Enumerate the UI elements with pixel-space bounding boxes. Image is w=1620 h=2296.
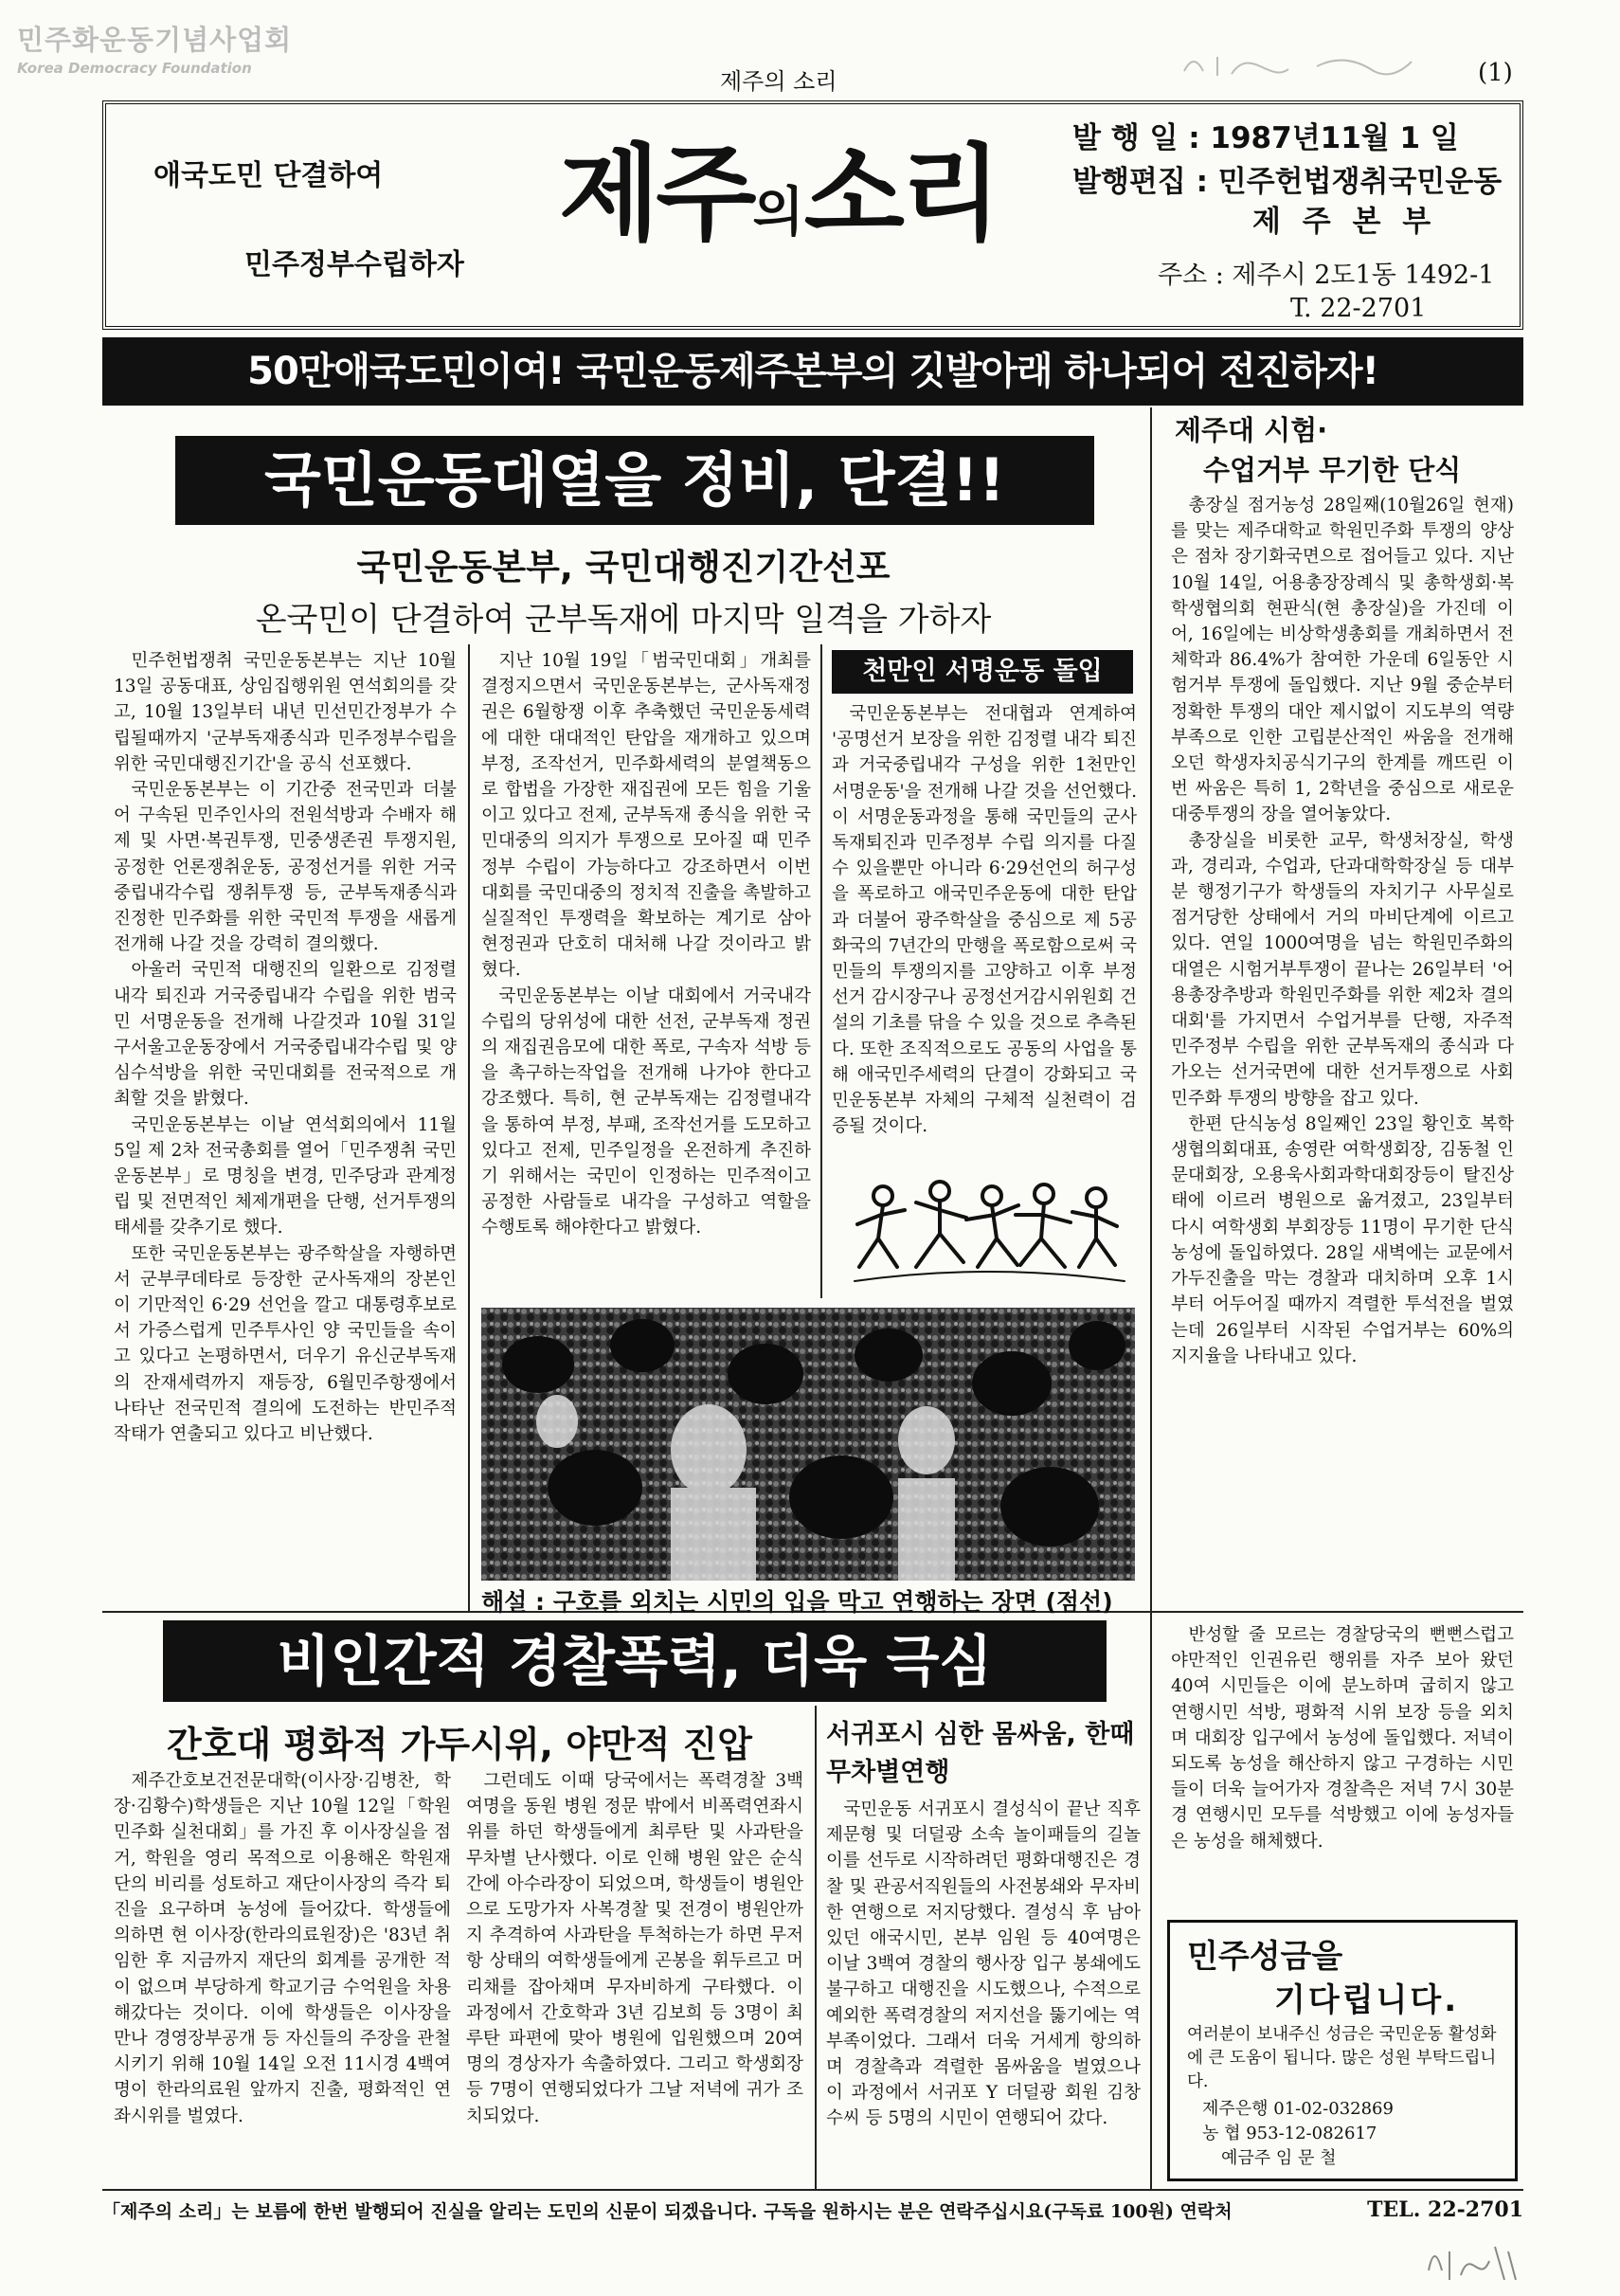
main-subhead-1: 국민운동본부, 국민대행진기간선포 xyxy=(356,547,891,588)
handwritten-mark xyxy=(1421,2233,1525,2289)
watermark-korean: 민주화운동기념사업회 xyxy=(17,24,293,56)
seogwipo-headline-1: 서귀포시 심한 몸싸움, 한때 xyxy=(826,1720,1135,1749)
main-article-col-1 xyxy=(114,648,457,1605)
footer-text: 「제주의 소리」는 보름에 한번 발행되어 진실을 알리는 도민의 신문이 되겠읍니다. 구독을 원하시는 분은 연락주십시요(구독료 100원) 연락처 xyxy=(102,2201,1233,2222)
seogwipo-article-body xyxy=(826,1797,1141,2185)
column-rule xyxy=(820,644,822,1298)
main-headline: 국민운동대열을 정비, 단결!! xyxy=(175,436,1094,525)
protest-photo xyxy=(481,1308,1135,1581)
paragraph: 국민운동본부는 이 기간중 전국민과 더불어 구속된 민주인사의 전원석방과 수배자 해제 및 사면·복권투쟁, 민중생존권 투쟁지원, 공정한 언론쟁취운동, 공정선거를 위한 거국중립내각수립 쟁취투쟁 등, 군부독재종식과 진정한 민주화를 위한 국민적 투쟁을 새롭게 전개해 나갈 것을 강력히 결의했다. xyxy=(114,780,457,955)
paragraph: 총장실을 비롯한 교무, 학생처장실, 학생과, 경리과, 수업과, 단과대학학장실 등 대부분 행정기구가 학생들의 자치기구 사무실로 점거당한 상태에서 거의 마비단계에 이르고있다. 연일 1000여명을 넘는 학원민주화의 대열은 시험거부투쟁이 끝나는 26일부터 '어용총장추방과 학원민주화를 위한 제2차 결의대회'를 가지면서 수업거부를 단행, 자주적 민주정부 수립을 위한 군부독재의 종식과 다가오는 선거국면에 대한 선거투쟁으로 사회민주화 투쟁의 방향을 잡고 있다. xyxy=(1171,830,1514,1109)
handwritten-scribble xyxy=(1175,47,1459,85)
issue-date-label: 발 행 일 : xyxy=(1072,121,1200,155)
footer-notice xyxy=(102,2197,1523,2223)
side-headline-2: 수업거부 무기한 단식 xyxy=(1203,454,1462,486)
page-number: (1) xyxy=(1478,59,1513,87)
donation-box xyxy=(1167,1920,1518,2181)
paragraph: 총장실 점거농성 28일째(10월26일 현재)를 맞는 제주대학교 학원민주화 투쟁의 양상은 점차 장기화국면으로 접어들고 있다. 지난 10월 14일, 어용총장장례식 및 총학생회·복학생협의회 현판식(현 총장실)을 가진데 이어, 16일에는 비상학생총회를 개최하면서 전체학과 86.4%가 참여한 가운데 6일동안 시험거부 투쟁에 돌입했다. 지난 9월 중순부터 정확한 투쟁의 대안 제시없이 지도부의 역량부족으로 인한 고립분산적인 싸움을 전개해오던 학생자치공식기구의 한계를 깨뜨린 이번 싸움은 특히 1, 2학년을 중심으로 새로운 대중투쟁의 장을 열어놓았다. xyxy=(1171,496,1514,825)
publisher-branch: 제 주 본 부 xyxy=(1252,205,1437,239)
runners-illustration xyxy=(845,1167,1129,1291)
donation-holder: 예금주 임 문 철 xyxy=(1221,2148,1337,2168)
publisher-name: 민주헌법쟁취국민운동 xyxy=(1217,165,1503,199)
paragraph: 국민운동 서귀포시 결성식이 끝난 직후 제문형 및 더덜광 소속 놀이패들의 길놀이를 선두로 시작하려던 평화대행진은 경찰 및 관공서직원들의 사전봉쇄와 무자비한 연행으로 저지당했다. 결성식 후 남아있던 애국시민, 본부 임원 등 40여명은 이날 3백여 경찰의 행사장 입구 봉쇄에도 불구하고 대행진을 시도했으나, 수적으로 예외한 폭력경찰의 저지선을 뚫기에는 역부족이었다. 그래서 더욱 거세게 항의하며 경찰측과 격렬한 몸싸움을 벌였으나 이 과정에서 서귀포 Y 더덜광 회원 김창수씨 등 5명의 시민이 연행되어 갔다. xyxy=(826,1799,1141,2129)
paragraph: 한편 단식농성 8일째인 23일 황인호 복학생협의회대표, 송영란 여학생회장, 김동철 인문대회장, 오용욱사회과학대회장등이 탈진상태에 이르러 병원으로 옮겨졌고, 23일부터 다시 여학생회 부회장등 11명이 무기한 단식농성에 돌입하였다. 28일 새벽에는 교문에서 가두진출을 막는 경찰과 대치하며 오후 1시부터 어두어질 때까지 격렬한 투석전을 벌였는데 26일부터 시작된 수업거부는 60%의 지지율을 나타내고 있다. xyxy=(1171,1113,1514,1366)
paragraph: 아울러 국민적 대행진의 일환으로 김정렬내각 퇴진과 거국중립내각 수립을 위한 범국민 서명운동을 전개해 나갈것과 10월 31일 구서울고운동장에서 거국중립내각수립 및 양심수석방을 위한 국민대회를 전국적으로 개최할 것을 밝혔다. xyxy=(114,960,457,1110)
archive-watermark xyxy=(17,19,292,77)
paragraph: 그런데도 이때 당국에서는 폭력경찰 3백여명을 동원 병원 정문 밖에서 비폭력연좌시위를 하던 학생들에게 최루탄 및 사과탄을 무차별 난사했다. 이로 인해 병원 앞은 순식간에 아수라장이 되었으며, 학생들이 병원안으로 도망가자 사복경찰 및 전경이 병원안까지 추격하여 사과탄을 투척하는가 하면 무저항 상태의 여학생들에게 곤봉을 휘두르고 머리채를 잡아채며 무자비하게 구타했다. 이 과정에서 간호학과 3년 김보희 등 3명이 최루탄 파편에 맞아 병원에 입원했으며 20여명의 경상자가 속출하였다. 그리고 학생회장 등 7명이 연행되었다가 그날 저녁에 귀가 조치되었다. xyxy=(466,1771,803,2126)
photo-caption: 해설 : 구호를 외치는 시민의 입을 막고 연행하는 장면 (점선) xyxy=(481,1588,1113,1616)
seogwipo-headline-2: 무차별연행 xyxy=(826,1758,950,1787)
police-article-col-2 xyxy=(466,1768,803,2185)
logo-part-3: 소리 xyxy=(803,134,999,255)
main-article-col-2 xyxy=(481,648,811,1302)
masthead-slogan-1: 애국도민 단결하여 xyxy=(153,159,384,192)
publisher-label: 발행편집 : xyxy=(1072,165,1208,199)
logo-part-2: 의 xyxy=(752,182,804,244)
column-rule xyxy=(468,644,470,1611)
footer-phone: TEL. 22-2701 xyxy=(1367,2197,1523,2222)
issue-date-value: 1987년11월 1 일 xyxy=(1210,121,1459,155)
column-rule xyxy=(1150,1611,1152,2189)
publisher-phone: T. 22-2701 xyxy=(1290,294,1427,323)
donation-title-1: 민주성금을 xyxy=(1187,1938,1343,1976)
publisher-address: 주소 : 제주시 2도1동 1492-1 xyxy=(1158,261,1495,290)
paragraph: 국민운동본부는 전대협과 연계하여 '공명선거 보장을 위한 김정렬 내각 퇴진과 거국중립내각 구성을 위한 1천만인 서명운동'을 전개해 나갈 것을 선언했다. 이 서명운동과정을 통해 국민들의 군사독재퇴진과 민주정부 수립 의지를 다질수 있을뿐만 아니라 6·29선언의 허구성을 폭로하고 애국민주운동에 대한 탄압과 더불어 광주학살을 중심으로 제 5공화국의 7년간의 만행을 폭로함으로써 국민들의 투쟁의지를 고양하고 이후 부정선거 감시장구나 공정선거감시위원회 건설의 기초를 닦을 수 있을 것으로 추측된다. 또한 조직적으로도 공동의 사업을 통해 애국민주세력의 단결이 강화되고 국민운동본부 자체의 구체적 실천력이 검증될 것이다. xyxy=(832,704,1137,1137)
publisher xyxy=(1072,157,1502,200)
issue-date xyxy=(1072,114,1459,156)
watermark-english: Korea Democracy Foundation xyxy=(17,60,252,77)
side-article-body xyxy=(1171,493,1514,1611)
donation-bank-2: 농 협 953-12-082617 xyxy=(1202,2124,1377,2143)
side-headline-1: 제주대 시험· xyxy=(1175,414,1328,446)
police-headline: 비인간적 경찰폭력, 더욱 극심 xyxy=(163,1620,1107,1702)
main-article-col-3 xyxy=(832,701,1137,1147)
paragraph: 국민운동본부는 이날 대회에서 거국내각수립의 당위성에 대한 선전, 군부독재 정권의 재집권음모에 대한 폭로, 구속자 석방 등을 촉구하는작업을 전개해 나가야 한다고 강조했다. 특히, 현 군부독재는 김정렬내각을 통하여 부정, 부패, 조작선거를 도모하고 있다고 전제, 민주일정을 온전하게 추진하기 위해서는 국민이 인정하는 민주적이고 공정한 사람들로 내각을 구성하고 역할을 수행토록 해야한다고 밝혔다. xyxy=(481,985,811,1238)
donation-text: 여러분이 보내주신 성금은 국민운동 활성화에 큰 도움이 됩니다. 많은 성원 부탁드립니다. xyxy=(1187,2025,1497,2091)
masthead-slogan-2: 민주정부수립하자 xyxy=(244,248,464,281)
donation-bank-1: 제주은행 01-02-032869 xyxy=(1202,2099,1394,2119)
column-rule xyxy=(815,1706,817,2189)
newspaper-logo xyxy=(559,134,999,255)
donation-title-2: 기다립니다. xyxy=(1274,1981,1460,2019)
police-article-col-4 xyxy=(1171,1622,1514,1907)
paragraph: 반성할 줄 모르는 경찰당국의 뻔뻔스럽고 야만적인 인권유린 행위를 자주 보아 왔던 40여 시민들은 이에 분노하며 굽히지 않고 연행시민 석방, 평화적 시위 보장 등을 외치며 대회장 입구에서 농성에 돌입했다. 저녁이 되도록 농성을 해산하지 않고 구경하는 시민들이 더욱 늘어가자 경찰측은 저녁 7시 30분경 연행시민 모두를 석방했고 이에 농성자들은 농성을 해체했다. xyxy=(1171,1625,1514,1852)
main-subhead-2: 온국민이 단결하여 군부독재에 마지막 일격을 가하자 xyxy=(255,601,992,639)
police-article-col-1 xyxy=(114,1768,451,2185)
signature-campaign-heading: 천만인 서명운동 돌입 xyxy=(832,650,1133,694)
footer-rule xyxy=(102,2189,1523,2191)
paragraph: 지난 10월 19일「범국민대회」개최를 결정지으면서 국민운동본부는, 군사독재정권은 6월항쟁 이후 추축했던 국민운동세력에 대한 대대적인 탄압을 재개하고 있으며 부정, 조작선거, 민주화세력의 분열책동으로 합법을 가장한 재집권에 모든 힘을 기울이고 있다고 전제, 군부독재 종식을 위한 국민대중의 의지가 투쟁으로 모아질 때 민주정부 수립이 가능하다고 강조하면서 이번 대회를 국민대중의 정치적 진출을 촉발하고 실질적인 투쟁력을 확보하는 계기로 삼아 현정권과 단호히 대처해 나갈 것이라고 밝혔다. xyxy=(481,651,811,981)
paragraph: 제주간호보건전문대학(이사장·김병찬, 학장·김황수)학생들은 지난 10월 12일「학원민주화 실천대회」를 가진 후 이사장실을 점거, 학원을 영리 목적으로 이용해온 학원재단의 비리를 성토하고 재단이사장의 즉각 퇴진을 요구하며 농성에 들어갔다. 학생들에 의하면 현 이사장(한라의료원장)은 '83년 취임한 후 지금까지 재단의 회계를 공개한 적이 없으며 부당하게 학교기금 수억원을 차용해갔다는 것이다. 이에 학생들은 이사장을 만나 경영장부공개 등 자신들의 주장을 관철시키기 위해 10월 14일 오전 11시경 4백여명이 한라의료원 앞까지 진출, 평화적인 연좌시위를 벌였다. xyxy=(114,1771,451,2126)
front-banner: 50만애국도민이여! 국민운동제주본부의 깃발아래 하나되어 전진하자! xyxy=(102,337,1523,406)
paragraph: 국민운동본부는 이날 연석회의에서 11월 5일 제 2차 전국총회를 열어「민주쟁취 국민운동본부」로 명칭을 변경, 민주당과 관계정립 및 전면적인 체제개편을 단행, 선거투쟁의 태세를 갖추기로 했다. xyxy=(114,1114,457,1238)
running-head: 제주의 소리 xyxy=(720,68,837,95)
police-subhead: 간호대 평화적 가두시위, 야만적 진압 xyxy=(167,1724,752,1765)
column-rule xyxy=(1150,407,1152,1616)
paragraph: 민주헌법쟁취 국민운동본부는 지난 10월 13일 공동대표, 상임집행위원 연석회의를 갖고, 10월 13일부터 내년 민선민간정부가 수립될때까지 '군부독재종식과 민주정부수립을 위한 국민대행진기간'을 공식 선포했다. xyxy=(114,651,457,774)
paragraph: 또한 국민운동본부는 광주학살을 자행하면서 군부쿠데타로 등장한 군사독재의 장본인이 기만적인 6·29 선언을 깔고 대통령후보로서 가증스럽게 민주투사인 양 국민들을 속이고 있다고 논평하면서, 더우기 유신군부독재의 잔재세력까지 재등장, 6월민주항쟁에서 나타난 전국민적 결의에 도전하는 반민주적 작태가 연출되고 있다고 비난했다. xyxy=(114,1243,457,1445)
logo-part-1: 제주 xyxy=(559,134,753,255)
